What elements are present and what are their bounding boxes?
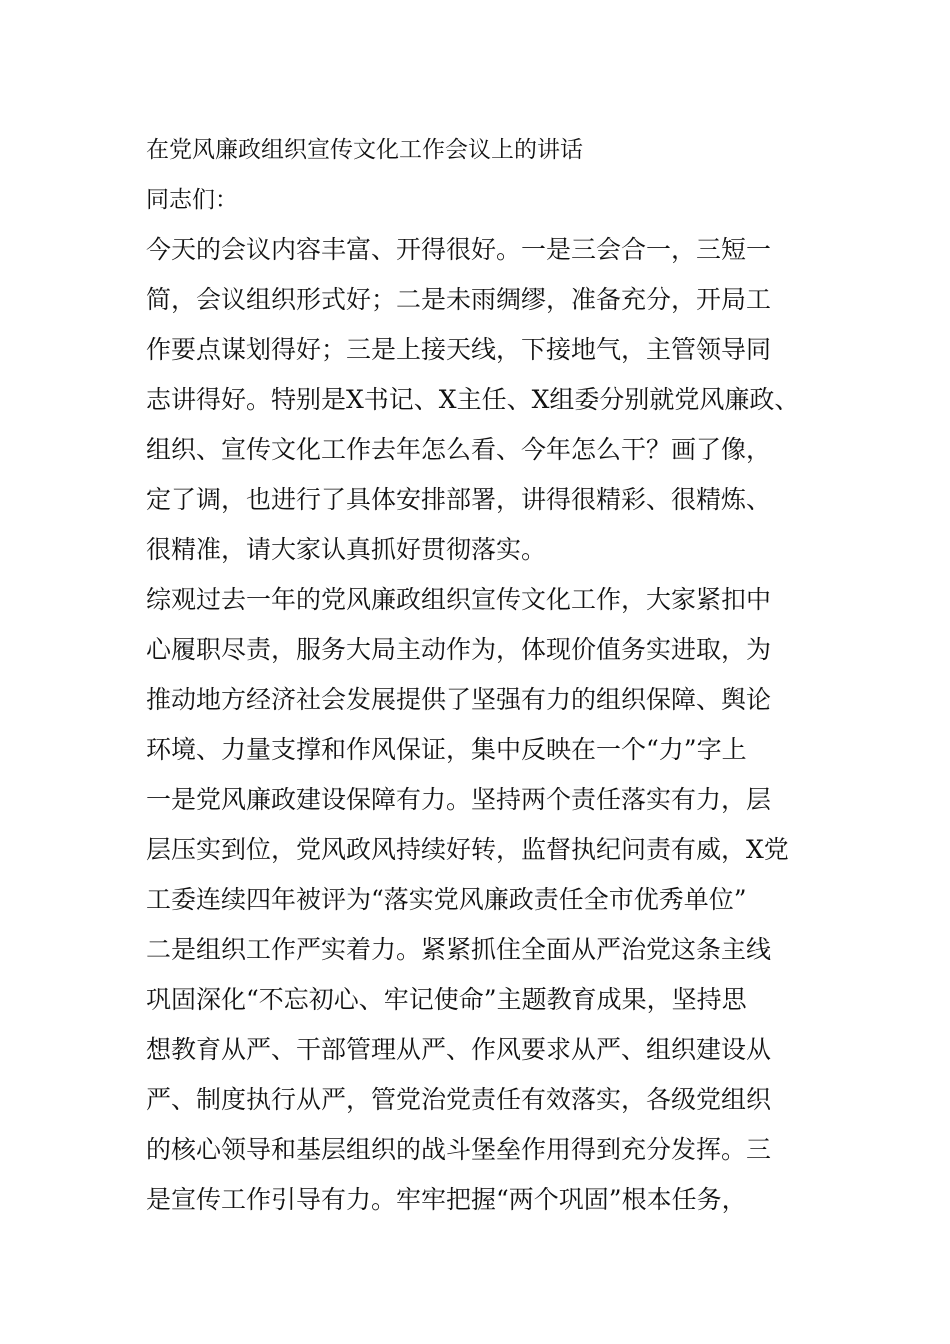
body-line: 推动地方经济社会发展提供了坚强有力的组织保障、舆论 — [146, 685, 772, 714]
document-title: 在党风廉政组织宣传文化工作会议上的讲话 — [146, 137, 583, 163]
body-line: 今天的会议内容丰富、开得很好。一是三会合一，三短一 — [146, 235, 772, 264]
body-line: 环境、力量支撑和作风保证，集中反映在一个“力”字上 — [146, 735, 747, 764]
body-line: 简，会议组织形式好；二是未雨绸缪，准备充分，开局工 — [146, 285, 772, 314]
body-line: 想教育从严、干部管理从严、作风要求从严、组织建设从 — [146, 1035, 772, 1064]
body-line: 志讲得好。特别是X书记、X主任、X组委分别就党风廉政、 — [146, 385, 800, 414]
body-line: 综观过去一年的党风廉政组织宣传文化工作，大家紧扣中 — [146, 585, 772, 614]
body-line: 巩固深化“不忘初心、牢记使命”主题教育成果，坚持思 — [146, 985, 747, 1014]
body-line: 很精准，请大家认真抓好贯彻落实。 — [146, 535, 547, 564]
body-line: 组织、宣传文化工作去年怎么看、今年怎么干？画了像， — [146, 435, 772, 464]
body-line: 定了调，也进行了具体安排部署，讲得很精彩、很精炼、 — [146, 485, 772, 514]
body-line: 二是组织工作严实着力。紧紧抓住全面从严治党这条主线 — [146, 935, 772, 964]
body-line: 一是党风廉政建设保障有力。坚持两个责任落实有力，层 — [146, 785, 772, 814]
salutation: 同志们： — [146, 187, 238, 213]
body-line: 作要点谋划得好；三是上接天线，下接地气，主管领导同 — [146, 335, 772, 364]
body-line: 是宣传工作引导有力。牢牢把握“两个巩固”根本任务， — [146, 1185, 747, 1214]
body-line: 层压实到位，党风政风持续好转，监督执纪问责有威，X党 — [146, 835, 789, 864]
body-line: 心履职尽责，服务大局主动作为，体现价值务实进取，为 — [146, 635, 772, 664]
body-line: 工委连续四年被评为“落实党风廉政责任全市优秀单位” — [146, 885, 747, 914]
body-line: 严、制度执行从严，管党治党责任有效落实，各级党组织 — [146, 1085, 772, 1114]
body-line: 的核心领导和基层组织的战斗堡垒作用得到充分发挥。三 — [146, 1135, 772, 1164]
